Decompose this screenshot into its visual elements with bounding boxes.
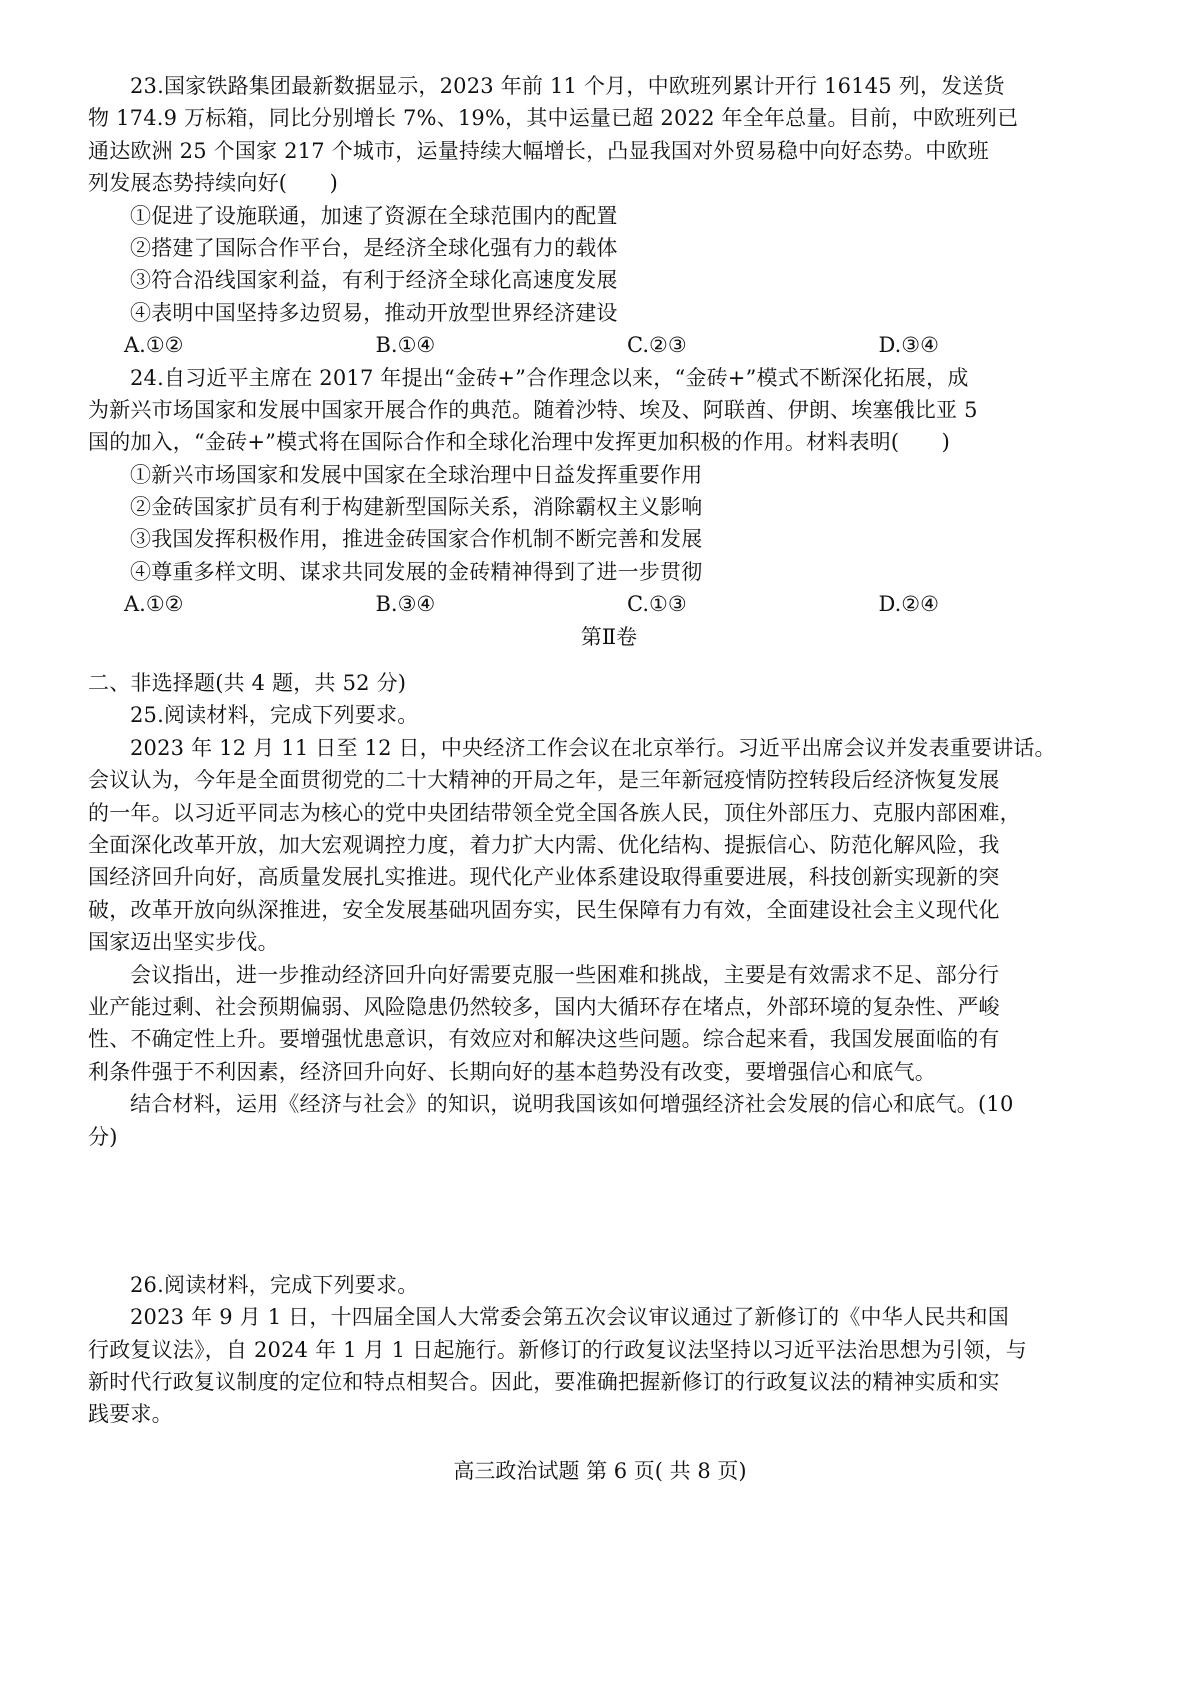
question-23-stem-line: 通达欧洲 25 个国家 217 个城市，运量持续大幅增长，凸显我国对外贸易稳中向好态势。中欧班 [88,138,989,163]
choice-d: D.②④ [878,592,939,617]
question-24-statement-1: ①新兴市场国家和发展中国家在全球治理中日益发挥重要作用 [130,462,703,487]
question-26-intro: 26.阅读材料，完成下列要求。 [130,1272,419,1297]
question-25-material-line: 会议认为，今年是全面贯彻党的二十大精神的开局之年，是三年新冠疫情防控转段后经济恢复发展 [88,768,1000,793]
section-2-heading: 二、非选择题(共 4 题，共 52 分) [88,671,407,696]
question-23 [88,70,1130,362]
question-23-choices [88,329,1130,361]
choice-b: B.③④ [375,592,436,617]
question-26 [88,1269,1130,1431]
exam-page [88,70,1130,1431]
spacer [88,653,1130,667]
question-25-material-line: 利条件强于不利因素，经济回升向好、长期向好的基本趋势没有改变，要增强信心和底气。 [88,1059,936,1084]
question-25-task: 结合材料，运用《经济与社会》的知识，说明我国该如何增强经济社会发展的信心和底气。(10 [130,1092,1014,1117]
choice-c: C.②③ [627,333,687,358]
question-24-statement-4: ④尊重多样文明、谋求共同发展的金砖精神得到了进一步贯彻 [130,559,703,584]
question-24-statement-3: ③我国发挥积极作用，推进金砖国家合作机制不断完善和发展 [130,527,703,552]
question-24-stem-line: 国的加入，“金砖+”模式将在国际合作和全球化治理中发挥更加积极的作用。材料表明( ) [88,430,951,455]
choice-a: A.①② [124,333,184,358]
choice-c: C.①③ [627,592,687,617]
question-23-statement-2: ②搭建了国际合作平台，是经济全球化强有力的载体 [130,235,618,260]
question-26-material-line: 践要求。 [88,1402,173,1427]
question-23-stem-line: 物 174.9 万标箱，同比分别增长 7%、19%，其中运量已超 2022 年全年总量。目前，中欧班列已 [88,106,1019,131]
question-25-material-line: 业产能过剩、社会预期偏弱、风险隐患仍然较多，国内大循环存在堵点，外部环境的复杂性、严峻 [88,994,1000,1019]
question-26-material-line: 新时代行政复议制度的定位和特点相契合。因此，要准确把握新修订的行政复议法的精神实质和实 [88,1370,1000,1395]
question-23-statement-1: ①促进了设施联通，加速了资源在全球范围内的配置 [130,203,618,228]
question-25-material-line: 国经济回升向好，高质量发展扎实推进。现代化产业体系建设取得重要进展，科技创新实现新的突 [88,865,1000,890]
question-25 [88,699,1130,1152]
question-26-material-line: 2023 年 9 月 1 日，十四届全国人大常委会第五次会议审议通过了新修订的《中华人民共和国 [130,1305,1009,1330]
question-23-stem-line: 23.国家铁路集团最新数据显示，2023 年前 11 个月，中欧班列累计开行 16145 列，发送货 [130,74,1005,98]
question-23-statement-3: ③符合沿线国家利益，有利于经济全球化高速度发展 [130,268,618,293]
question-23-stem-line: 列发展态势持续向好( ) [88,171,338,196]
question-25-material-line: 破，改革开放向纵深推进，安全发展基础巩固夯实，民生保障有力有效，全面建设社会主义现代化 [88,897,1000,922]
question-25-material-line: 2023 年 12 月 11 日至 12 日，中央经济工作会议在北京举行。习近平出席会议并发表重要讲话。 [130,735,1056,760]
question-23-statement-4: ④表明中国坚持多边贸易，推动开放型世界经济建设 [130,300,618,325]
question-25-material-line: 国家迈出坚实步伐。 [88,930,279,955]
question-25-task: 分) [88,1124,118,1149]
choice-b: B.①④ [375,333,436,358]
question-24-statement-2: ②金砖国家扩员有利于构建新型国际关系，消除霸权主义影响 [130,495,703,520]
page-footer: 高三政治试题 第 6 页( 共 8 页) [453,1459,747,1483]
question-24-choices [88,588,1130,620]
question-25-intro: 25.阅读材料，完成下列要求。 [130,703,419,728]
answer-space [88,1153,1130,1269]
question-25-material-line: 会议指出，进一步推动经济回升向好需要克服一些困难和挑战，主要是有效需求不足、部分行 [130,962,1000,987]
choice-d: D.③④ [878,333,939,358]
question-25-material-line: 全面深化改革开放，加大宏观调控力度，着力扩大内需、优化结构、提振信心、防范化解风险，我 [88,832,1000,857]
question-25-material-line: 的一年。以习近平同志为核心的党中央团结带领全党全国各族人民，顶住外部压力、克服内部困难， [88,800,1021,825]
choice-a: A.①② [124,592,184,617]
volume-2-title: 第Ⅱ卷 [580,624,638,649]
question-24-stem-line: 24.自习近平主席在 2017 年提出“金砖+”合作理念以来，“金砖+”模式不断深化拓展，成 [130,365,969,390]
question-26-material-line: 行政复议法》，自 2024 年 1 月 1 日起施行。新修订的行政复议法坚持以习近平法治思想为引领，与 [88,1337,1027,1362]
question-25-material-line: 性、不确定性上升。要增强忧患意识，有效应对和解决这些问题。综合起来看，我国发展面临的有 [88,1027,1000,1052]
question-24-stem-line: 为新兴市场国家和发展中国家开展合作的典范。随着沙特、埃及、阿联酋、伊朗、埃塞俄比亚 5 [88,397,978,422]
question-24 [88,362,1130,621]
